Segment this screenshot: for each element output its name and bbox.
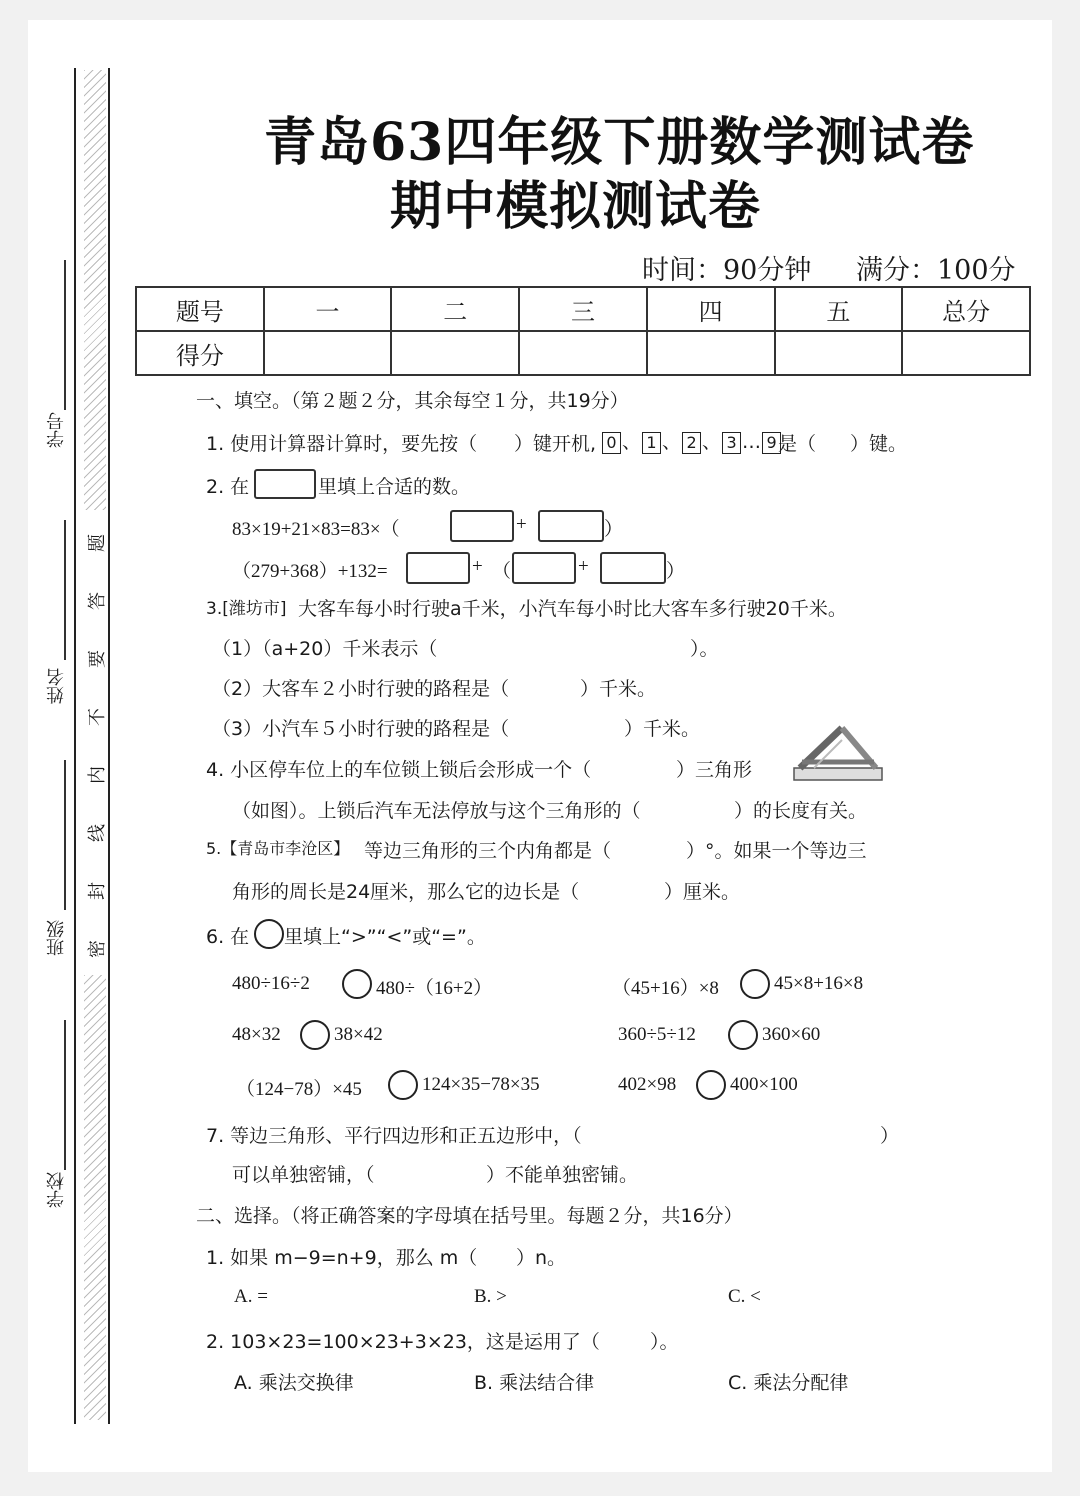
seal-char: 要 [87, 650, 108, 668]
s2-q2-text: 2. 103×23=100×23+3×23，这是运用了（ [206, 1331, 600, 1353]
student-no-line [64, 260, 66, 410]
q2-answer-box[interactable] [406, 552, 470, 584]
table-header-cell: 五 [775, 287, 903, 331]
q1-text-d: ）键。 [850, 433, 908, 455]
compare-circle[interactable] [696, 1070, 726, 1100]
q7-text-a: 7. 等边三角形、平行四边形和正五边形中，（ [206, 1125, 582, 1147]
q6-expr-right: 38×42 [334, 1024, 383, 1045]
q6-expr-left: （45+16）×8 [612, 978, 719, 999]
score-info: 满分：100分 [856, 255, 1016, 286]
q6-expr-right: 360×60 [762, 1024, 821, 1045]
seal-char: 封 [87, 882, 108, 900]
plus-sign: + [516, 514, 527, 535]
q5-text-a: 等边三角形的三个内角都是（ [364, 840, 612, 862]
table-header-cell: 总分 [902, 287, 1030, 331]
title-line-1: 青岛63四年级下册数学测试卷 [264, 112, 975, 173]
score-cell[interactable] [519, 331, 647, 375]
key-2: 2 [682, 432, 701, 454]
q5-tag: 5.【青岛市李沧区】 [206, 839, 350, 858]
q2-answer-box[interactable] [450, 510, 514, 542]
q6-expr-right: 480÷（16+2） [376, 978, 493, 999]
q6-expr-left: 402×98 [618, 1074, 677, 1095]
q7-text-c: 可以单独密铺，（ [232, 1164, 375, 1186]
q3-tag: 3.[潍坊市] [206, 599, 287, 619]
option-a[interactable]: A. 乘法交换律 [234, 1372, 354, 1394]
plus-sign: + [472, 556, 483, 577]
q6-expr-right: 400×100 [730, 1074, 798, 1095]
q6-expr-left: 360÷5÷12 [618, 1024, 696, 1045]
s2-q2-end: ）。 [650, 1331, 679, 1353]
score-cell[interactable] [391, 331, 519, 375]
q7-text-b: ） [880, 1125, 900, 1147]
q1-keys: 0 、 1 、 2 、 3 … 9 [601, 427, 782, 454]
table-header-cell: 三 [519, 287, 647, 331]
q6-expr-left: （124−78）×45 [236, 1079, 362, 1100]
student-no-label: 学号 [46, 412, 67, 448]
q6-expr-right: 45×8+16×8 [774, 973, 864, 994]
score-table-score-row [136, 331, 1030, 375]
q2-text-b: 里填上合适的数。 [318, 476, 471, 498]
seal-char: 线 [87, 824, 108, 842]
margin-line-inner [108, 68, 110, 1424]
section2-heading: 二、选择。（将正确答案的字母填在括号里。每题２分，共16分） [196, 1205, 743, 1227]
q6-example-circle [254, 919, 284, 949]
q6-expr-right: 124×35−78×35 [422, 1074, 540, 1095]
table-header-cell: 二 [391, 287, 519, 331]
name-label: 姓名 [46, 668, 67, 704]
q2-answer-box[interactable] [512, 552, 576, 584]
q2-answer-box[interactable] [600, 552, 666, 584]
q2-answer-box[interactable] [538, 510, 604, 542]
seal-char: 不 [87, 708, 108, 726]
q6-text-b: 里填上“>”“<”或“=”。 [284, 926, 486, 948]
score-cell[interactable] [902, 331, 1030, 375]
q6-expr-left: 480÷16÷2 [232, 973, 310, 994]
q2-equation-1: 83×19+21×83=83×（ [232, 519, 400, 540]
class-line [64, 760, 66, 910]
q6-expr-left: 48×32 [232, 1024, 281, 1045]
school-line [64, 1020, 66, 1170]
q6-text-a: 6. 在 [206, 926, 250, 948]
score-table [135, 286, 1031, 376]
seal-char: 内 [87, 766, 108, 784]
q2-text-a: 2. 在 [206, 476, 250, 498]
score-cell[interactable] [264, 331, 392, 375]
margin-hatch-top [84, 70, 106, 510]
time-info: 时间：90分钟 [642, 255, 812, 286]
key-1: 1 [642, 432, 661, 454]
q3-text: 大客车每小时行驶a千米，小汽车每小时比大客车多行驶20千米。 [298, 598, 847, 620]
key-3: 3 [722, 432, 741, 454]
score-cell[interactable] [647, 331, 775, 375]
close-paren: ） [666, 561, 686, 582]
q4-text-a: 4. 小区停车位上的车位锁上锁后会形成一个（ [206, 759, 592, 781]
compare-circle[interactable] [342, 969, 372, 999]
section1-heading: 一、填空。（第２题２分，其余每空１分，共19分） [196, 390, 629, 412]
option-c[interactable]: C. 乘法分配律 [728, 1372, 849, 1394]
title-line-2: 期中模拟测试卷 [390, 176, 762, 237]
table-header-cell: 四 [647, 287, 775, 331]
compare-circle[interactable] [300, 1020, 330, 1050]
q3-1-b: ）。 [690, 638, 719, 660]
q1-text-c: 是（ [778, 433, 817, 455]
score-cell[interactable] [775, 331, 903, 375]
compare-circle[interactable] [728, 1020, 758, 1050]
q5-text-c: 角形的周长是24厘米，那么它的边长是（ [232, 881, 580, 903]
q3-3-a: （3）小汽车５小时行驶的路程是（ [212, 718, 510, 740]
q1-text-b: ）键开机, [514, 433, 597, 455]
seal-char: 密 [87, 940, 108, 958]
seal-char: 答 [87, 592, 108, 610]
name-line [64, 520, 66, 660]
margin-hatch-bottom [84, 975, 106, 1420]
q3-2-b: ）千米。 [580, 678, 657, 700]
q4-text-b: ）三角形 [676, 759, 753, 781]
q4-text-c: （如图）。上锁后汽车无法停放与这个三角形的（ [232, 800, 641, 822]
q3-1-a: （1）（a+20）千米表示（ [212, 638, 438, 660]
option-a[interactable]: A. = [234, 1286, 268, 1307]
open-paren: （ [492, 561, 512, 582]
table-header-cell: 题号 [136, 287, 264, 331]
q3-3-b: ）千米。 [624, 718, 701, 740]
class-label: 班级 [46, 920, 67, 956]
option-c[interactable]: C. < [728, 1286, 761, 1307]
q2-equation-2: （279+368）+132= [232, 561, 388, 582]
score-table-header-row [136, 287, 1030, 331]
option-b[interactable]: B. 乘法结合律 [474, 1372, 595, 1394]
compare-circle[interactable] [740, 969, 770, 999]
q5-text-d: ）厘米。 [664, 881, 741, 903]
plus-sign: + [578, 556, 589, 577]
key-9: 9 [762, 432, 781, 454]
s2-q1-text: 1. 如果 m−9=n+9，那么 m（ [206, 1247, 478, 1269]
margin-line-outer [74, 68, 76, 1424]
q2-example-box [254, 469, 316, 499]
q1-text-a: 1. 使用计算器计算时，要先按（ [206, 433, 478, 455]
q5-text-b: ）°。如果一个等边三 [686, 840, 867, 862]
school-label: 学校 [46, 1172, 67, 1208]
parking-lock-triangle-figure [790, 722, 886, 784]
s2-q1-end: ）n。 [516, 1247, 567, 1269]
q4-text-d: ）的长度有关。 [734, 800, 868, 822]
score-row-label: 得分 [136, 331, 264, 375]
q7-text-d: ）不能单独密铺。 [486, 1164, 639, 1186]
close-paren: ） [604, 519, 624, 540]
q3-2-a: （2）大客车２小时行驶的路程是（ [212, 678, 510, 700]
table-header-cell: 一 [264, 287, 392, 331]
key-0: 0 [602, 432, 621, 454]
compare-circle[interactable] [388, 1070, 418, 1100]
seal-char: 题 [87, 534, 108, 552]
option-b[interactable]: B. > [474, 1286, 507, 1307]
